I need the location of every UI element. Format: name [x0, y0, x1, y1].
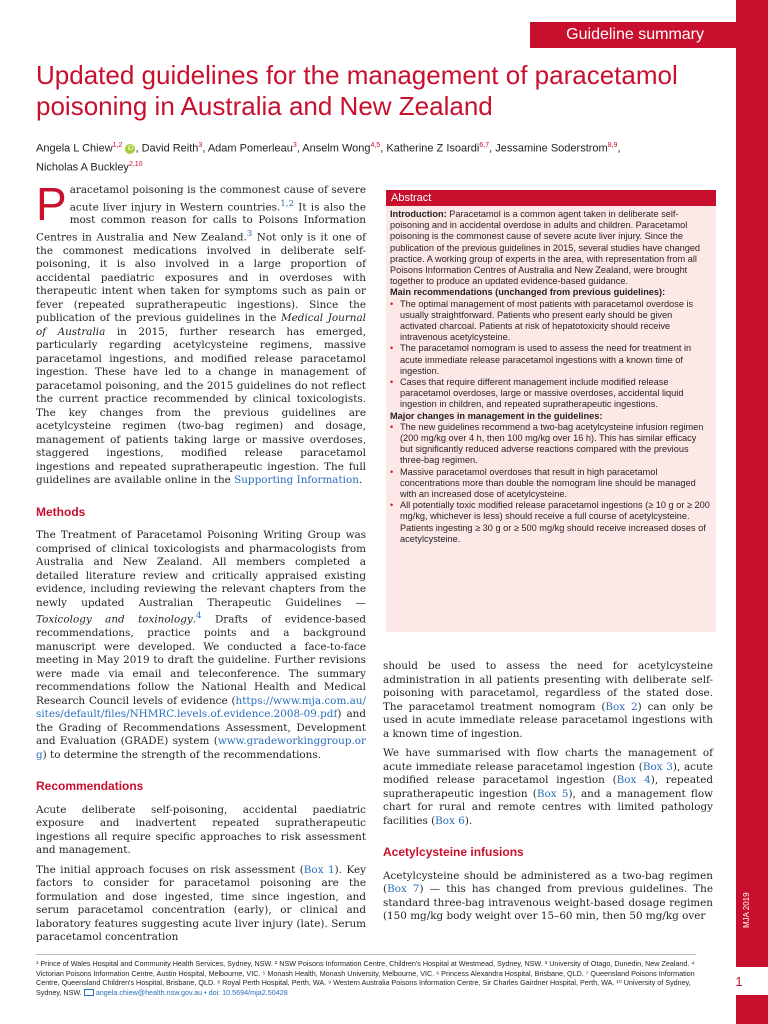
author-name[interactable]: Jessamine Soderstrom	[495, 142, 608, 155]
list-item: • The new guidelines recommend a two-bag acetylcysteine infusion regimen (200 mg/kg over 4 h, then 100 mg/kg over 16 h). This has similar efficacy but significantly reduced adverse reactions compared with the previous three-bag regimen.	[390, 422, 710, 467]
abstract-heading: Abstract	[386, 190, 716, 206]
nhmrc-link[interactable]: https://www.mja.com.au/sites/default/files/NHMRC.levels.of.evidence.2008-09.pdf	[36, 694, 366, 721]
methods-paragraph: The Treatment of Paracetamol Poisoning Writing Group was comprised of clinical toxicologists and pharmacologists from Australia and New Zealand. All members completed a detailed literature review and critically appraised existing evidence, including reviewing the relevant chapters from the newly updated Australian Therapeutic Guidelines — Toxicology and toxinology.$^4$ Drafts of evidence-based recommendations, practice points and a background manuscript were developed. We conducted a face-to-face meeting in May 2019 to draft the guideline. Further revisions were made via email and teleconference. The summary recommendations follow the National Health and Medical Research Council levels of evidence (https://www.mja.com.au/sites/default/files/NHMRC.levels.of.evidence.2008-09.pdf) and the Grading of Recommendations Assessment, Development and Evaluation (GRADE) system (www.gradeworkinggroup.org) to determine the strength of the recommendations.	[36, 529, 366, 761]
author-name[interactable]: Adam Pomerleau	[207, 142, 293, 155]
right-paragraph-3: Acetylcysteine should be administered as a two-bag regimen (Box 7) — this has changed from previous guidelines. The standard three-bag intravenous weight-based dosage regimen (150 mg/kg body weight over 15–60 min, then 50 mg/kg over	[383, 869, 714, 922]
acetylcysteine-heading: Acetylcysteine infusions	[383, 845, 524, 859]
right-paragraph-1: should be used to assess the need for acetylcysteine administration in all patients presenting with deliberate self-poisoning with paracetamol, regardless of the stated dose. The paracetamol treatment nomogram (Box 2) can only be used in acute immediate release paracetamol ingestions with a known time of ingestion.	[383, 660, 713, 740]
major-changes-list	[390, 422, 710, 545]
box6-link[interactable]: Box 6	[435, 814, 465, 827]
recommendations-heading: Recommendations	[36, 779, 144, 794]
list-item: • The paracetamol nomogram is used to assess the need for treatment in acute immediate release paracetamol ingestions with a known time of ingestion.	[390, 343, 710, 377]
abstract-body: Introduction: Paracetamol is a common agent taken in deliberate self-poisoning and in accidental overdose in adults and children. Paracetamol poisoning is the commonest cause of severe acute liver injury. Since the publication of the previous guidelines in 2015, several studies have changed practice. A working group of experts in the area, with representation from all Poisons Information Centres of Australia and New Zealand, were brought together to produce an updated evidence-based guidance. Main recommendations (unchanged from previous guidelines): • The optimal management of most patients with paracetamol overdose is usually straightforward. Patients who present early should be given activated charcoal. Patients at risk of hepatotoxicity should receive intravenous acetylcysteine. • The paracetamol nomogram is used to assess the need for treatment in acute immediate release paracetamol ingestions with a known time of ingestion. • Cases that require different management include modified release paracetamol overdoses, large or massive overdoses, accidental liquid ingestion in children, and repeated supratherapeutic ingestions. Major changes in management in the guidelines: • The new guidelines recommend a two-bag acetylcysteine infusion regimen (200 mg/kg over 4 h, then 100 mg/kg over 16 h). This has similar efficacy but significantly reduced adverse reactions compared with the previous three-bag regimen. • Massive paracetamol overdoses that result in high paracetamol concentrations more than double the nomogram line should be managed with an increased dose of acetylcysteine. • All potentially toxic modified release paracetamol ingestions (≥ 10 g or ≥ 200 mg/kg, whichever is less) should receive a full course of acetylcysteine. Patients ingesting ≥ 30 g or ≥ 500 mg/kg should receive increased doses of acetylcysteine.	[386, 206, 716, 549]
abstract-box	[386, 190, 716, 632]
author-name[interactable]: Katherine Z Isoardi	[386, 142, 480, 155]
author-name[interactable]: Angela L Chiew	[36, 142, 113, 155]
list-item: • Massive paracetamol overdoses that result in high paracetamol concentrations more than double the nomogram line should be managed with an increased dose of acetylcysteine.	[390, 467, 710, 501]
orcid-icon[interactable]: iD	[125, 144, 135, 154]
grade-link[interactable]: www.gradeworkinggroup.org	[36, 735, 366, 761]
footnotes: ¹ Prince of Wales Hospital and Community Health Services, Sydney, NSW. ² NSW Poisons Information Centre, Children's Hospital at Westmead, Sydney, NSW. ³ University of Otago, Dunedin, New Zealand. ⁴ Victorian Poisons Information Centre, Austin Hospital, Melbourne, VIC. ⁵ Monash Health, Monash University, Melbourne, VIC. ⁶ Princess Alexandra Hospital, Brisbane, QLD. ⁷ Queensland Poisons Information Centre, Queensland Children's Hospital, Brisbane, QLD. ⁸ Royal Perth Hospital, Perth, WA. ⁹ Western Australia Poisons Information Centre, Sir Charles Gairdner Hospital, Perth, WA. ¹⁰ University of Sydney, Sydney, NSW. angela.chiew@health.nsw.gov.au • doi: 10.5694/mja2.50428	[36, 954, 696, 997]
supporting-info-link[interactable]: Supporting Information	[234, 474, 359, 487]
right-paragraph-2: We have summarised with flow charts the management of acute immediate release paracetamol ingestion (Box 3), acute modified release paracetamol ingestion (Box 4), repeated supratherapeutic ingestion (Box 5), and a management flow chart for rural and remote centres with limited pathology facilities (Box 6).	[383, 747, 714, 827]
list-item: • Cases that require different management include modified release paracetamol overdoses, large or massive overdoses, accidental liquid ingestion in children, and repeated supratherapeutic ingestions.	[390, 377, 710, 411]
box2-link[interactable]: Box 2	[605, 700, 638, 713]
side-color-bar	[736, 0, 768, 1024]
email-icon	[84, 989, 94, 996]
journal-year-label: MJA 2019	[742, 892, 751, 928]
box5-link[interactable]: Box 5	[536, 787, 569, 800]
author-list: Angela L Chiew$^{1,2}$ iD , David Reith$^3$, Adam Pomerleau$^3$, Anselm Wong$^{4,5}$, Katherine Z Isoardi$^{6,7}$, Jessamine Soderstrom$^{8,9}$, Nicholas A Buckley$^{2,10}$	[36, 142, 621, 174]
author-name[interactable]: Nicholas A Buckley	[36, 161, 129, 174]
left-column	[36, 178, 366, 951]
methods-heading: Methods	[36, 504, 86, 519]
article-title: Updated guidelines for the management of paracetamol poisoning in Australia and New Zealand	[36, 60, 678, 121]
section-label: Guideline summary	[530, 22, 738, 48]
box7-link[interactable]: Box 7	[387, 883, 420, 895]
right-column	[383, 660, 713, 930]
recommendations-paragraph-2: The initial approach focuses on risk assessment (Box 1). Key factors to consider for paracetamol poisoning are the formulation and dose ingested, time since ingestion, and serum paracetamol concentration (early), or clinical and laboratory features suggesting acute liver injury (late). Serum paracetamol concentration	[36, 863, 366, 944]
doi-link[interactable]: • doi: 10.5694/mja2.50428	[202, 987, 288, 997]
list-item: • All potentially toxic modified release paracetamol ingestions (≥ 10 g or ≥ 200 mg/kg, whichever is less) should receive a full course of acetylcysteine. Patients ingesting ≥ 30 g or ≥ 500 mg/kg should receive increased doses of acetylcysteine.	[390, 500, 710, 545]
drop-cap: P	[36, 178, 67, 230]
recommendations-paragraph-1: Acute deliberate self-poisoning, accidental paediatric exposure and inadvertent repeated supratherapeutic ingestions all require specific approaches to risk assessment and management.	[36, 803, 366, 857]
box3-link[interactable]: Box 3	[642, 760, 673, 773]
author-name[interactable]: Anselm Wong	[302, 142, 371, 155]
intro-paragraph: Paracetamol poisoning is the commonest cause of severe acute liver injury in Western countries.$^{1,2}$ It is also the most common reason for calls to Poisons Information Centres in Australia and New Zealand.$^3$ Not only is it one of the commonest medications involved in deliberate self-poisoning, it is also involved in a large proportion of accidental paediatric exposures and in overdoses with therapeutic intent when taken for symptoms such as pain or fever (repeated supratherapeutic ingestions). Since the publication of the previous guidelines in the Medical Journal of Australia in 2015, further research has emerged, particularly regarding acetylcysteine regimens, massive paracetamol ingestions, and modified release paracetamol ingestion. These have led to a change in management of paracetamol poisoning, and the 2015 guidelines do not reflect the current practice recommended by clinical toxicologists. The key changes from the previous guidelines are acetylcysteine regimen (two-bag regimen) and dosage, management of patients taking large or massive overdoses, staggered ingestions, modified release paracetamol ingestions and repeated supratherapeutic ingestion. The full guidelines are available online in the Supporting Information.	[36, 178, 366, 487]
main-recommendations-list	[390, 299, 710, 411]
box4-link[interactable]: Box 4	[616, 774, 651, 786]
author-email-link[interactable]: angela.chiew@health.nsw.gov.au	[95, 987, 203, 997]
author-name[interactable]: David Reith	[141, 142, 199, 155]
list-item: • The optimal management of most patients with paracetamol overdose is usually straightforward. Patients who present early should be given activated charcoal. Patients at risk of hepatotoxicity should receive intravenous acetylcysteine.	[390, 299, 710, 344]
page-number: 1	[710, 967, 768, 995]
box1-link[interactable]: Box 1	[303, 863, 335, 876]
